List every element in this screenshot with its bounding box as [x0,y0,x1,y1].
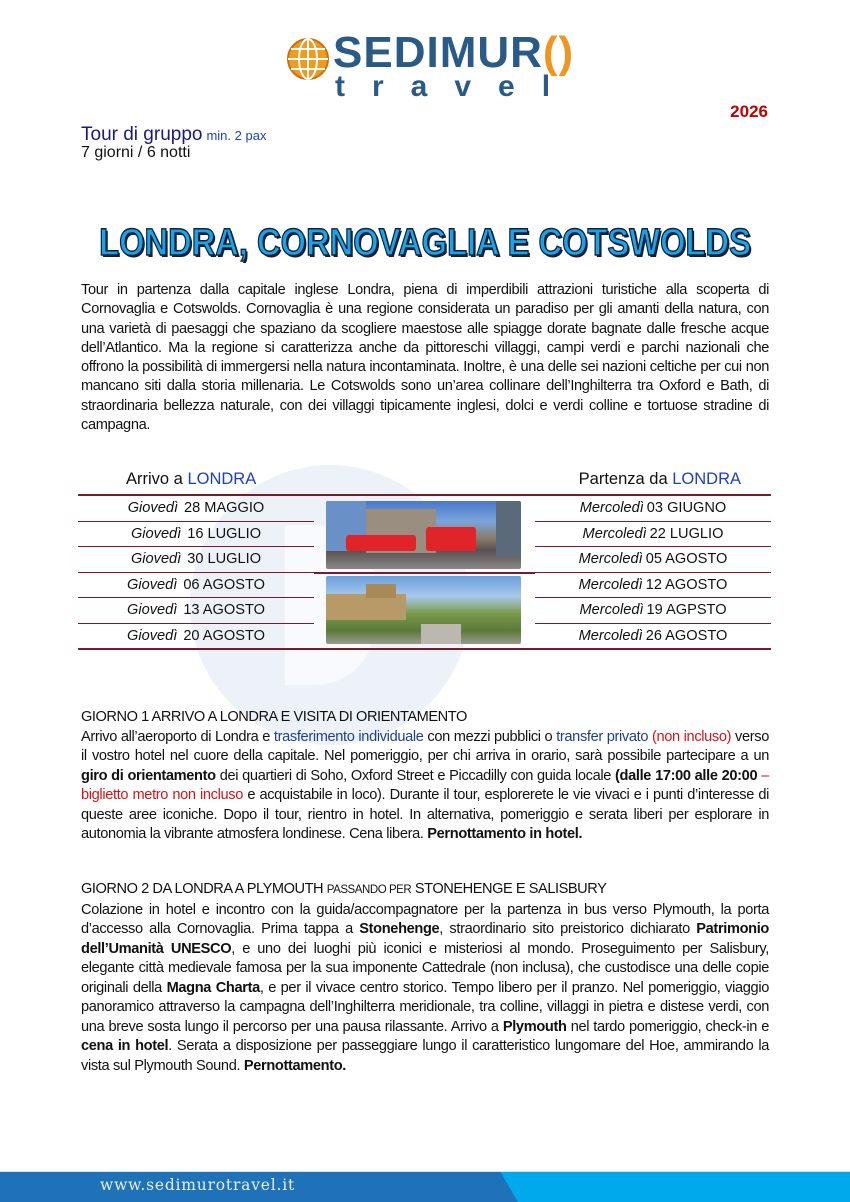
arrival-row: Giovedì 13 AGOSTO [78,598,314,624]
year-label: 2026 [730,102,768,121]
logo-accent: () [542,28,575,77]
departure-row: Mercoledì 19 AGPSTO [535,598,771,624]
footer-bar [0,1171,850,1202]
arrival-header: Arrivo a LONDRA [126,470,257,488]
cotswolds-village-photo [326,576,521,644]
departure-row: Mercoledì 22 LUGLIO [535,522,771,548]
departure-header: Partenza da LONDRA [578,470,741,488]
arrival-row: Giovedì 30 LUGLIO [78,547,314,573]
departure-row: Mercoledì 03 GIUGNO [535,496,771,522]
page-title: LONDRA, CORNOVAGLIA E COTSWOLDS [99,222,751,264]
dates-table [78,468,771,644]
departure-row: Mercoledì 05 AGOSTO [535,547,771,573]
arrival-row: Giovedì 20 AGOSTO [127,627,265,644]
intro-paragraph: Tour in partenza dalla capitale inglese Londra, piena di imperdibili attrazioni turistiche alla scoperta di Cornovaglia e Cotswolds. Cornovaglia è una regione considerata un paradiso per gli amanti della natura, con una varietà di paesaggi che spaziano da scogliere maestose alle spiagge dorate bagnate dalle fresche acque dell’Atlantico. Ma la regione si caratterizza anche da pittoreschi villaggi, campi verdi e parchi nazionali che offrono la possibilità di immergersi nella natura incontaminata. Inoltre, è una delle sei nazioni celtiche per cui non mancano siti dalla storia millenaria. Le Cotswolds sono un’area collinare dell’Inghilterra tra Oxford e Bath, di straordinaria bellezza naturale, con dei villaggi tipicamente inglesi, dolci e verdi colline e tortuose stradine di campagna. [81,282,769,434]
day-2-title: GIORNO 2 DA LONDRA A PLYMOUTH PASSANDO PER STONEHENGE E SALISBURY [81,881,607,897]
departure-row: Mercoledì 12 AGOSTO [535,573,771,599]
arrival-row: Giovedì 06 AGOSTO [78,573,314,599]
tour-duration: 7 giorni / 6 notti [81,144,191,161]
arrival-row: Giovedì 28 MAGGIO [78,496,314,522]
tour-info [81,124,266,162]
divider [314,572,535,574]
day-1-title: GIORNO 1 ARRIVO A LONDRA E VISITA DI ORIENTAMENTO [81,709,467,725]
arrival-dates [78,496,314,649]
day-2-body: Colazione in hotel e incontro con la guida/accompagnatore per la partenza in bus verso Plymouth, la porta d’accesso alla Cornovaglia. Prima tappa a Stonehenge, straordinario sito preistorico dichiarato Patrimonio dell’Umanità UNESCO, e uno dei luoghi più iconici e misteriosi al mondo. Proseguimento per Salisbury, elegante città medievale famosa per la sua imponente Cattedrale (non inclusa), che custodisce una delle copie originali della Magna Charta, e per il vivace centro storico. Tempo libero per il pranzo. Nel pomeriggio, viaggio panoramico attraverso la campagna dell’Inghilterra meridionale, tra colline, villaggi in pietra e distese verdi, con una breve sosta lungo il percorso per una pausa rilassante. Arrivo a Plymouth nel tardo pomeriggio, check-in e cena in hotel. Serata a disposizione per passeggiare lungo il caratteristico lungomare del Hoe, ammirando la vista sul Plymouth Sound. Pernottamento. [81,901,770,1074]
website-link[interactable]: www.sedimurotravel.it [100,1176,295,1194]
divider [78,648,771,650]
globe-icon [285,36,331,82]
day-1-body: Arrivo all’aeroporto di Londra e trasferimento individuale con mezzi pubblici o transfer privato (non incluso) verso il vostro hotel nel cuore della capitale. Nel pomeriggio, per chi arriva in orario, sarà possibile partecipare a un giro di orientamento dei quartieri di Soho, Oxford Street e Piccadilly con guida locale (dalle 17:00 alle 20:00 – biglietto metro non incluso e acquistabile in loco). Durante il tour, esplorerete le vie vivaci e i punti d’interesse di queste aree iconiche. Dopo il tour, rientro in hotel. In alternativa, pomeriggio e serata liberi per esplorare in autonomia la vibrante atmosfera londinese. Cena libera. Pernottamento in hotel. [81,728,770,842]
london-red-buses-photo [326,501,521,569]
arrival-row: Giovedì 16 LUGLIO [78,522,314,548]
departure-row: Mercoledì 26 AGOSTO [578,627,728,644]
day-2-section [81,880,769,1076]
logo-subtitle: travel [335,70,578,103]
logo-brand: SEDIMUR() [333,28,575,77]
tour-type: Tour di gruppo [81,124,203,145]
min-pax: min. 2 pax [206,128,267,143]
day-1-section [81,708,769,845]
company-logo [285,28,585,103]
departure-dates [535,496,771,649]
